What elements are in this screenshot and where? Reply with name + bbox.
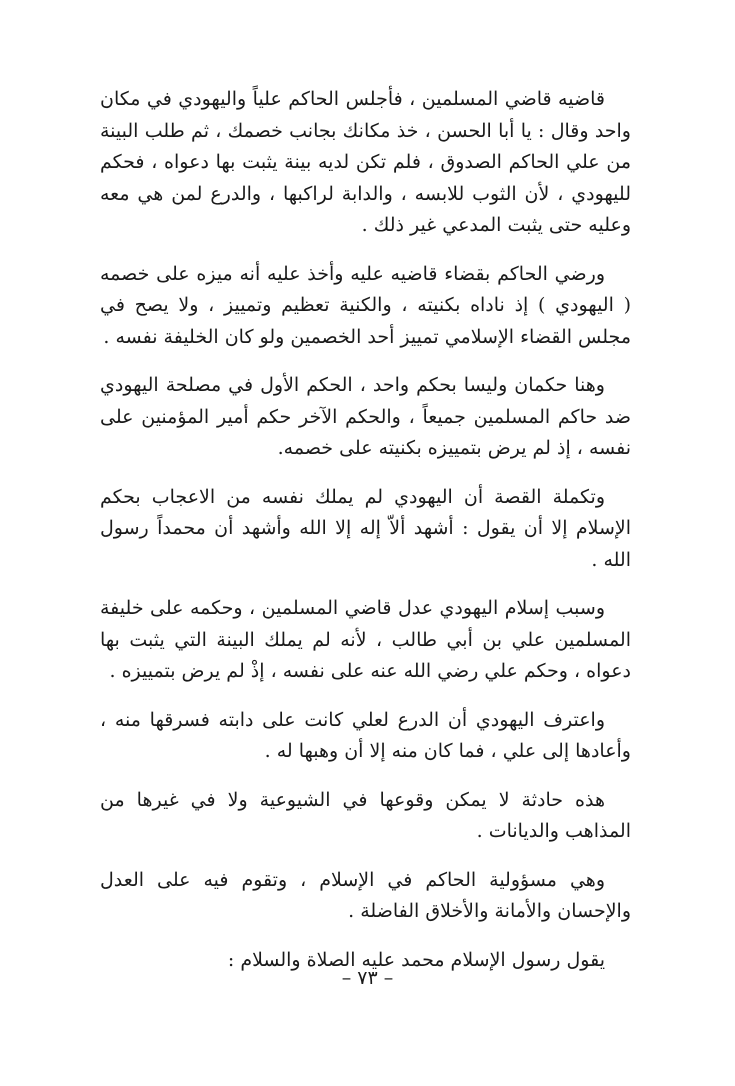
paragraph-7: هذه حادثة لا يمكن وقوعها في الشيوعية ولا في غيرها من المذاهب والديانات . bbox=[100, 788, 631, 842]
paragraph-4: وتكملة القصة أن اليهودي لم يملك نفسه من الاعجاب بحكم الإسلام إلا أن يقول : أشهد ألاّ إله إلا الله وأشهد أن محمداً رسول الله . bbox=[100, 485, 631, 571]
paragraph-2: ورضي الحاكم بقضاء قاضيه عليه وأخذ عليه أنه ميزه على خصمه ( اليهودي ) إذ ناداه بكنيته ، والكنية تعظيم وتمييز ، ولا يصح في مجلس القضاء الإسلامي تمييز أحد الخصمين ولو كان الخليفة نفسه . bbox=[100, 262, 631, 348]
paragraph-3: وهنا حكمان وليسا بحكم واحد ، الحكم الأول في مصلحة اليهودي ضد حاكم المسلمين جميعاً ، والحكم الآخر حكم أمير المؤمنين على نفسه ، إذ لم يرض بتمييزه بكنيته على خصمه. bbox=[100, 374, 631, 459]
paragraph-1: قاضيه قاضي المسلمين ، فأجلس الحاكم علياً واليهودي في مكان واحد وقال : يا أبا الحسن ، خذ مكانك بجانب خصمك ، ثم طلب البينة من علي الحاكم الصدوق ، فلم تكن لديه بينة يثبت بها دعواه ، فحكم لليهودي ، لأن الثوب للابسه ، والدابة لراكبها ، والدرع لمن هي معه وعليه حتى يثبت المدعي غير ذلك . bbox=[100, 88, 631, 236]
body-text bbox=[100, 84, 631, 976]
paragraph-8: وهي مسؤولية الحاكم في الإسلام ، وتقوم فيه على العدل والإحسان والأمانة والأخلاق الفاضلة . bbox=[100, 868, 631, 922]
paragraph-6: واعترف اليهودي أن الدرع لعلي كانت على دابته فسرقها منه ، وأعادها إلى علي ، فما كان منه إلا أن وهبها له . bbox=[100, 708, 631, 762]
paragraph-5: وسبب إسلام اليهودي عدل قاضي المسلمين ، وحكمه على خليفة المسلمين علي بن أبي طالب ، لأنه لم يملك البينة التي يثبت بها دعواه ، وحكم علي رضي الله عنه على نفسه ، إذْ لم يرض بتمييزه . bbox=[100, 597, 631, 682]
page-number: – ٧٣ – bbox=[341, 967, 394, 989]
paragraph-9: يقول رسول الإسلام محمد عليه الصلاة والسلام : bbox=[227, 948, 605, 971]
